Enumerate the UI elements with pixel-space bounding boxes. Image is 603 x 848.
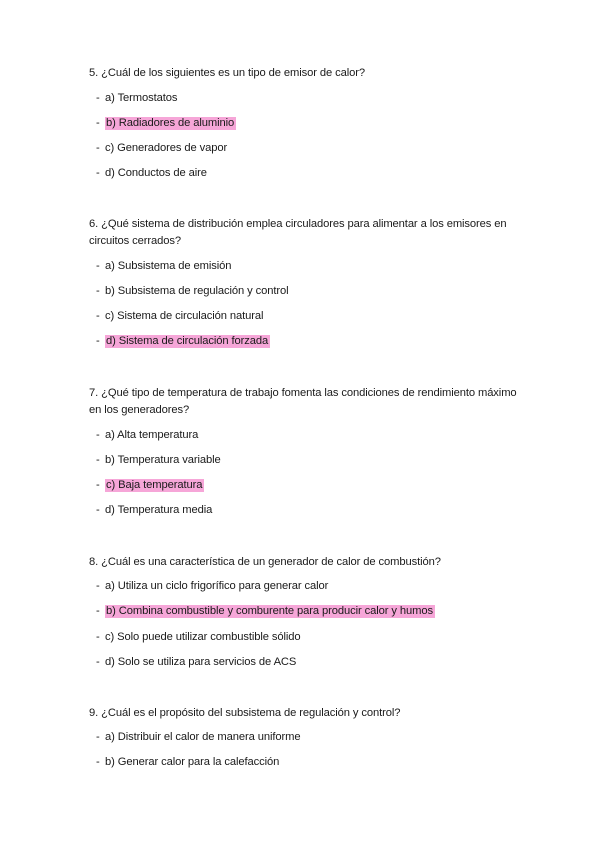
option-text: d) Solo se utiliza para servicios de ACS xyxy=(105,656,297,668)
option-dash: - xyxy=(96,479,100,491)
option-5c xyxy=(96,141,227,156)
option-dash: - xyxy=(96,656,100,668)
option-7c xyxy=(96,478,204,493)
option-dash: - xyxy=(96,631,100,643)
option-dash: - xyxy=(96,429,100,441)
option-8c xyxy=(96,630,301,645)
option-text: b) Temperatura variable xyxy=(105,454,221,466)
question-text: 6. ¿Qué sistema de distribución emplea circuladores para alimentar a los emisores en circuitos cerrados? xyxy=(89,218,507,247)
option-dash: - xyxy=(96,605,100,617)
option-text: c) Generadores de vapor xyxy=(105,142,228,154)
highlighted-answer: d) Sistema de circulación forzada xyxy=(106,335,269,347)
option-7a xyxy=(96,428,198,443)
question-text: 5. ¿Cuál de los siguientes es un tipo de emisor de calor? xyxy=(89,67,366,79)
option-dash: - xyxy=(96,580,100,592)
question-8 xyxy=(89,554,519,571)
option-5d xyxy=(96,166,207,181)
option-text: a) Alta temperatura xyxy=(105,429,199,441)
option-dash: - xyxy=(96,504,100,516)
option-8d xyxy=(96,655,296,670)
option-dash: - xyxy=(96,310,100,322)
option-dash: - xyxy=(96,167,100,179)
option-text: a) Utiliza un ciclo frigorífico para generar calor xyxy=(105,580,329,592)
question-5 xyxy=(89,65,519,82)
option-dash: - xyxy=(96,142,100,154)
option-text: b) Generar calor para la calefacción xyxy=(105,756,280,768)
option-dash: - xyxy=(96,335,100,347)
option-7d xyxy=(96,503,212,518)
question-9 xyxy=(89,705,519,722)
option-dash: - xyxy=(96,92,100,104)
highlighted-answer: c) Baja temperatura xyxy=(106,479,203,491)
option-8b xyxy=(96,604,435,619)
option-7b xyxy=(96,453,221,468)
highlighted-answer: b) Combina combustible y comburente para producir calor y humos xyxy=(106,605,434,617)
option-dash: - xyxy=(96,454,100,466)
option-dash: - xyxy=(96,285,100,297)
option-text: a) Termostatos xyxy=(105,92,178,104)
option-5b xyxy=(96,116,236,131)
option-text: b) Subsistema de regulación y control xyxy=(105,285,289,297)
option-9b xyxy=(96,755,279,770)
highlighted-answer: b) Radiadores de aluminio xyxy=(106,117,235,129)
option-6b xyxy=(96,284,289,299)
question-7 xyxy=(89,385,519,419)
option-6c xyxy=(96,309,263,324)
option-6d xyxy=(96,334,270,349)
option-text: d) Conductos de aire xyxy=(105,167,207,179)
option-9a xyxy=(96,730,301,745)
option-dash: - xyxy=(96,756,100,768)
option-text: c) Sistema de circulación natural xyxy=(105,310,264,322)
option-text: a) Distribuir el calor de manera uniforme xyxy=(105,731,301,743)
option-5a xyxy=(96,91,177,106)
option-text: a) Subsistema de emisión xyxy=(105,260,232,272)
option-6a xyxy=(96,259,231,274)
option-dash: - xyxy=(96,117,100,129)
option-text: c) Solo puede utilizar combustible sólido xyxy=(105,631,301,643)
option-8a xyxy=(96,579,328,594)
question-text: 8. ¿Cuál es una característica de un generador de calor de combustión? xyxy=(89,556,441,568)
question-text: 9. ¿Cuál es el propósito del subsistema de regulación y control? xyxy=(89,707,401,719)
option-dash: - xyxy=(96,731,100,743)
option-dash: - xyxy=(96,260,100,272)
question-text: 7. ¿Qué tipo de temperatura de trabajo fomenta las condiciones de rendimiento máximo en los generadores? xyxy=(89,387,517,416)
option-text: d) Temperatura media xyxy=(105,504,213,516)
question-6 xyxy=(89,216,519,250)
